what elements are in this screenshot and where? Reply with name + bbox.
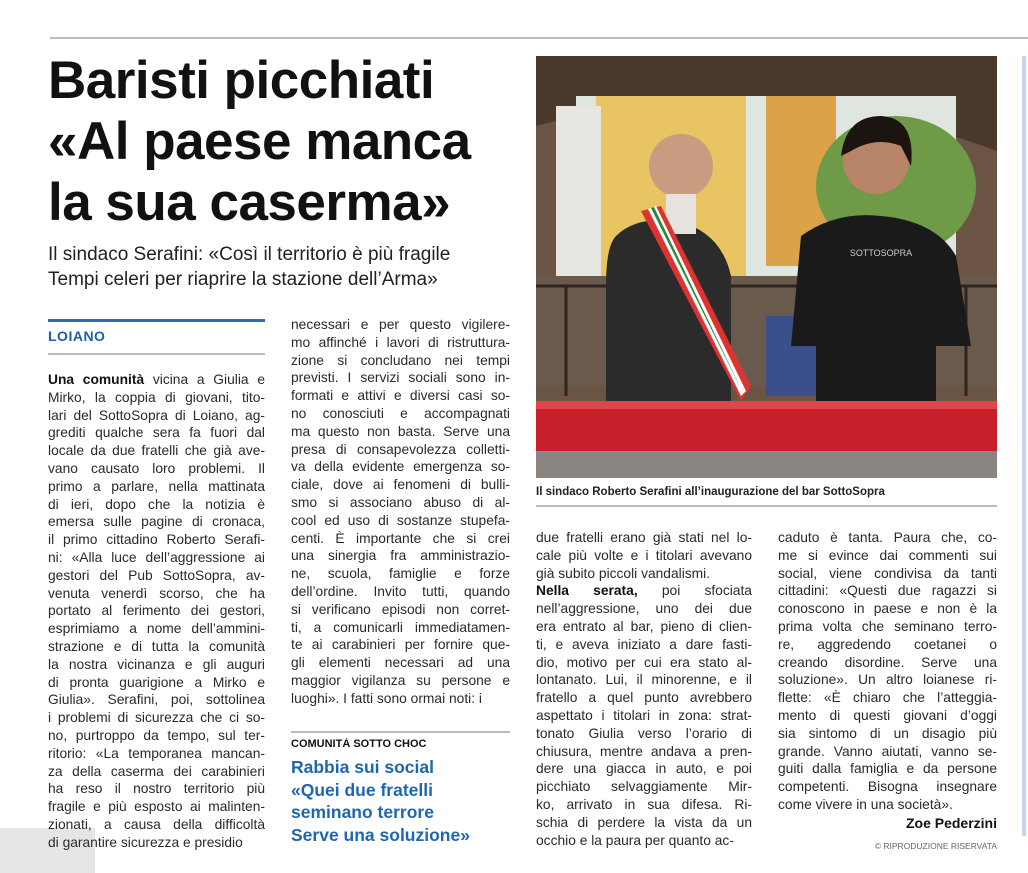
text-line: no conosciuti e accompagnati — [291, 405, 510, 421]
box-title-line: seminano terrore — [291, 802, 434, 822]
text-line: luoghi». I fatti sono ormai noti: i — [291, 690, 482, 706]
text-line: dere una giacca in auto, e poi — [536, 761, 752, 777]
column-4 — [778, 529, 997, 814]
text-line: gestori del Pub SottoSopra, av- — [48, 567, 265, 583]
text-line: esprimiamo a nome dell’ammini- — [48, 621, 265, 637]
author-byline: Zoe Pederzini — [905, 815, 997, 831]
text-line — [48, 371, 265, 389]
text-line: chiusura, mentre andava a pren- — [536, 743, 752, 759]
text-line: venuta venerdì scorso, che ha — [48, 585, 265, 601]
text-line: soluzione». Un altro loianese ri- — [778, 672, 997, 688]
copyright-notice: © RIPRODUZIONE RISERVATA — [874, 841, 997, 851]
text-line: già subito piccoli vandalismi. — [536, 565, 711, 581]
box-rule — [291, 731, 510, 733]
box-title-line: Serve una soluzione» — [291, 824, 470, 845]
text-line: lontanato. Lui, il minorenne, e il — [536, 672, 752, 688]
text-line: due fratelli erano già stati nel lo- — [536, 530, 752, 545]
page-edge — [1022, 56, 1026, 836]
kicker-bar — [48, 319, 265, 322]
text-line: za della caserma dei carabinieri — [48, 763, 265, 779]
text-line: gli elementi necessari ad una — [291, 655, 510, 671]
text-line: locale da due fratelli che già ave- — [48, 443, 265, 459]
text-line: ni: «Alla luce dell’aggressione ai — [48, 549, 265, 565]
text-line: centi. È importante che si crei — [291, 530, 510, 546]
text-line: la nostra vicinanza e gli auguri — [48, 656, 265, 672]
text-line: cool ed uso di sostanze stupefa- — [291, 512, 510, 528]
text-line: fratello a quel punto avrebbero — [536, 690, 752, 706]
text-line: strazione e di tutta la comunità — [48, 638, 265, 654]
text-line: formati e attivi e diversi casi so- — [291, 388, 510, 404]
text-line: il primo cittadino Roberto Serafi- — [48, 532, 265, 548]
text-line: schia di perdere la vista da un — [536, 814, 752, 830]
text-line: no, purtroppo da tempo, sul ter- — [48, 727, 265, 743]
text-line: zione si concludano nei tempi — [291, 352, 510, 368]
box-title — [291, 756, 516, 846]
text-line: di pronta guarigione a Mirko e — [48, 674, 265, 690]
location-kicker: LOIANO — [48, 328, 106, 344]
text-line: dio, motivo per cui era stato al- — [536, 654, 752, 670]
text-line: una sinergia fra amministrazio- — [291, 548, 510, 564]
text-line: ritorio: «La temporanea mancan- — [48, 745, 265, 761]
text-line: ha reso il nostro territorio più — [48, 781, 265, 797]
bold-lead: Una comunità — [48, 372, 145, 387]
text-line: era entrato al bar, pieno di clien- — [536, 618, 752, 634]
subtitle-line: Tempi celeri per riaprire la stazione dell’Arma» — [48, 269, 438, 290]
text-line: Mirko, la coppia di giovani, tito- — [48, 389, 265, 405]
text-line: ko, arrivato in sua difesa. Ri- — [536, 796, 752, 812]
text-line: di garantire sicurezza e presidio — [48, 834, 243, 850]
text-line: i problemi di sicurezza che ci so- — [48, 710, 265, 726]
text-line: maggior vigilanza su persone e — [291, 672, 510, 688]
text-line: primo a parlare, nella mattinata — [48, 478, 265, 494]
column-1 — [48, 371, 265, 852]
text-line: cale più volte e i titolari avevano — [536, 547, 752, 563]
text-line: di ieri, dopo che la notizia è — [48, 496, 265, 512]
text-line: lari del SottoSopra di Loiano, ag- — [48, 407, 265, 423]
text-line: ne, scuola, famiglie e forze — [291, 566, 510, 582]
box-title-line: Rabbia sui social — [291, 757, 434, 777]
text-line: nell’aggressione, uno dei due — [536, 601, 752, 617]
text-line: re, aggredendo coetanei o — [778, 636, 997, 652]
headline-line: Baristi picchiati — [48, 51, 435, 110]
text-line: dell’ordine. Invito tutti, quando — [291, 583, 510, 599]
column-3 — [536, 529, 752, 849]
text-line: va della evidente emergenza so- — [291, 459, 510, 475]
text-line: fragile e più esposto ai malinten- — [48, 799, 265, 815]
bold-lead: Nella serata, — [536, 583, 638, 599]
text-line: ti, e aveva iniziato a dare fasti- — [536, 636, 752, 652]
subtitle — [48, 242, 518, 292]
text-line: prima volta che seminano terro- — [778, 618, 997, 634]
text-line: zionati, a causa della difficoltà — [48, 816, 265, 832]
text-line: sia sintomo di un disagio più — [778, 725, 997, 741]
top-rule — [50, 37, 1028, 39]
caption-rule — [536, 505, 997, 507]
box-kicker: COMUNITÀ SOTTO CHOC — [291, 738, 427, 750]
text-line: grediti qualche sera fa fuori dal — [48, 425, 265, 441]
text-line: Giulia». Serafini, poi, sottolinea — [48, 692, 265, 708]
article-photo — [536, 56, 997, 478]
text-line: presa di consapevolezza colletti- — [291, 441, 510, 457]
text-line: previsti. I servizi sociali sono in- — [291, 370, 510, 386]
text-line: social, viene condivisa da tanti — [778, 565, 997, 581]
text-line: vano causato loro problemi. Il — [48, 460, 265, 476]
text-line — [536, 582, 752, 600]
headline-line: «Al paese manca — [48, 112, 471, 171]
text-line: guiti dalla famiglia e da persone — [778, 761, 997, 777]
text-line: ciale, dove ai fenomeni di bulli- — [291, 477, 510, 493]
shirt-logo: SOTTOSOPRA — [849, 248, 913, 258]
text-run: poi sfociata — [661, 583, 752, 599]
text-line: mo affinché i lavori di ristruttura- — [291, 334, 510, 350]
text-line: portato al ferimento dei gestori, — [48, 603, 265, 619]
headline — [48, 50, 528, 233]
column-2 — [291, 316, 510, 708]
text-line: ma questo non basta. Serve una — [291, 423, 510, 439]
text-line: me si evince dai commenti sui — [778, 547, 997, 563]
text-line: conoscono in paese e non è la — [778, 601, 997, 617]
text-line: mento di questi giovani d’oggi — [778, 707, 997, 723]
text-line: smo si associano abuso di al- — [291, 494, 510, 510]
text-line: aspettato i titolari in zona: strat- — [536, 707, 752, 723]
subtitle-line: Il sindaco Serafini: «Così il territorio è più fragile — [48, 244, 451, 265]
text-line: necessari e per questo vigilere- — [291, 317, 510, 332]
text-line: grande. Vanno aiutati, vanno se- — [778, 743, 997, 759]
text-line: competenti. Bisogna insegnare — [778, 779, 997, 795]
text-line: si verificano episodi non corret- — [291, 601, 510, 617]
headline-line: la sua caserma» — [48, 173, 451, 232]
text-line: te ai carabinieri per fornire que- — [291, 637, 510, 653]
photo-caption: Il sindaco Roberto Serafini all’inaugurazione del bar SottoSopra — [536, 486, 885, 498]
text-line: picchiato selvaggiamente Mir- — [536, 779, 752, 795]
text-line: ti, a comunicarli immediatamen- — [291, 619, 510, 635]
text-line: flette: «È chiaro che l’atteggia- — [778, 690, 997, 706]
text-line: occhio e la paura per quanto ac- — [536, 832, 734, 848]
kicker-rule — [48, 353, 265, 355]
text-line: creando disordine. Serve una — [778, 654, 997, 670]
box-title-line: «Quei due fratelli — [291, 779, 433, 800]
text-run: vicina a Giulia e — [144, 372, 265, 387]
text-line: cittadini: «Questi due ragazzi si — [778, 583, 997, 599]
text-line: come vivere in una società». — [778, 796, 953, 812]
text-line: tonato Giulia verso l’orario di — [536, 725, 752, 741]
text-line: emersa sulle pagine di cronaca, — [48, 514, 265, 530]
text-line: caduto è tanta. Paura che, co- — [778, 530, 997, 545]
